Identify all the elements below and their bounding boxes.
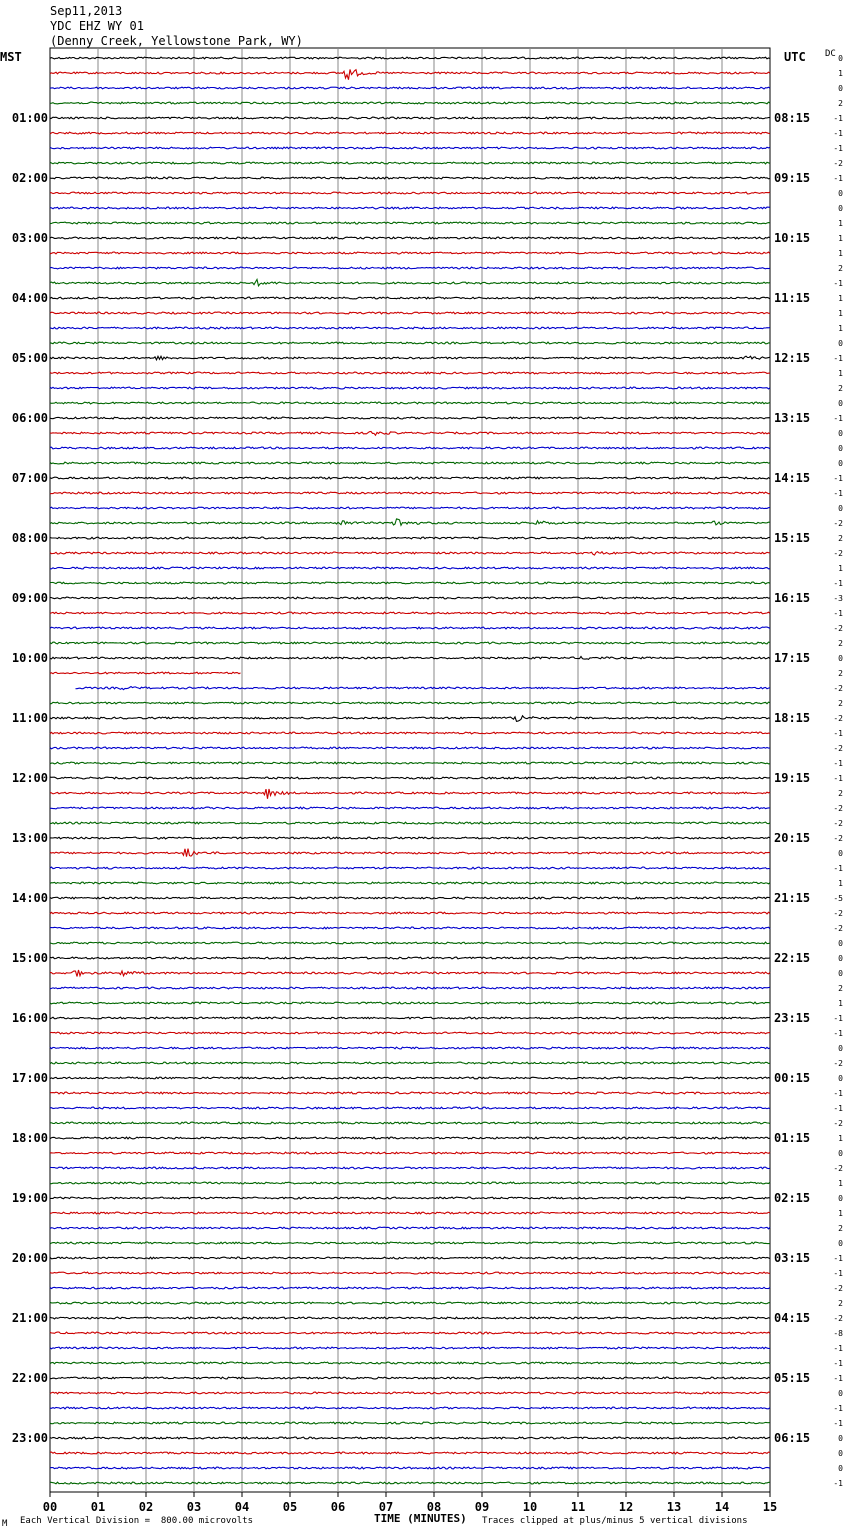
trace-line	[50, 582, 770, 584]
hour-label-left: 05:00	[11, 351, 48, 365]
dc-label: DC	[825, 49, 836, 59]
dc-offset-label: 0	[838, 504, 843, 513]
trace-line	[50, 1452, 770, 1454]
trace-line	[50, 1437, 770, 1439]
dc-offset-label: 0	[838, 1389, 843, 1398]
hour-label-right: 16:15	[774, 591, 811, 605]
dc-offset-label: -1	[833, 1029, 843, 1038]
trace-line	[50, 342, 770, 344]
dc-offset-label: 2	[838, 1224, 843, 1233]
dc-offset-label: -2	[833, 159, 843, 168]
hour-label-right: 14:15	[774, 471, 811, 485]
dc-offset-label: 0	[838, 459, 843, 468]
trace-line	[50, 612, 770, 614]
dc-offset-label: -2	[833, 1284, 843, 1293]
dc-offset-label: 0	[838, 339, 843, 348]
dc-offset-label: -1	[833, 1344, 843, 1353]
dc-offset-label: 0	[838, 1149, 843, 1158]
dc-offset-label: -2	[833, 1164, 843, 1173]
dc-offset-label: 2	[838, 789, 843, 798]
dc-offset-label: -1	[833, 414, 843, 423]
hour-label-right: 06:15	[774, 1431, 811, 1445]
hour-label-right: 00:15	[774, 1071, 811, 1085]
trace-line	[50, 87, 770, 89]
hour-label-right: 23:15	[774, 1011, 811, 1025]
dc-offset-label: 0	[838, 1239, 843, 1248]
hour-label-right: 02:15	[774, 1191, 811, 1205]
hour-label-right: 01:15	[774, 1131, 811, 1145]
dc-offset-label: -2	[833, 714, 843, 723]
trace-line	[50, 822, 770, 824]
trace-line	[50, 1062, 770, 1064]
dc-offset-label: 0	[838, 954, 843, 963]
dc-offset-label: 0	[838, 654, 843, 663]
header-date: Sep11,2013	[50, 4, 123, 18]
dc-offset-label: 1	[838, 324, 843, 333]
x-tick-label: 15	[762, 1500, 778, 1514]
dc-offset-label: 0	[838, 204, 843, 213]
trace-line	[50, 1107, 770, 1109]
dc-offset-label: 2	[838, 99, 843, 108]
dc-offset-label: -1	[833, 474, 843, 483]
hour-label-left: 09:00	[11, 591, 48, 605]
dc-offset-label: 1	[838, 879, 843, 888]
hour-label-left: 22:00	[11, 1371, 48, 1385]
dc-offset-label: 1	[838, 294, 843, 303]
trace-line	[50, 942, 770, 944]
dc-offset-label: 2	[838, 264, 843, 273]
trace-line	[50, 716, 770, 722]
trace-line	[50, 147, 770, 149]
dc-offset-label: -1	[833, 759, 843, 768]
dc-offset-label: 2	[838, 639, 843, 648]
dc-offset-label: 1	[838, 999, 843, 1008]
hour-label-right: 22:15	[774, 951, 811, 965]
trace-line	[50, 912, 770, 914]
x-tick-label: 02	[138, 1500, 154, 1514]
trace-line	[50, 1332, 770, 1334]
dc-offset-label: -2	[833, 624, 843, 633]
x-tick-label: 06	[330, 1500, 346, 1514]
trace-line	[50, 1392, 770, 1394]
dc-offset-label: -1	[833, 354, 843, 363]
hour-label-right: 09:15	[774, 171, 811, 185]
trace-line	[50, 519, 770, 525]
dc-offset-label: -1	[833, 1269, 843, 1278]
trace-line	[50, 252, 770, 254]
x-tick-label: 07	[378, 1500, 394, 1514]
dc-offset-label: 2	[838, 984, 843, 993]
trace-line	[76, 687, 771, 690]
hour-label-left: 13:00	[11, 831, 48, 845]
dc-offset-label: -1	[833, 729, 843, 738]
hour-label-right: 19:15	[774, 771, 811, 785]
dc-offset-label: 1	[838, 564, 843, 573]
trace-line	[50, 1002, 770, 1004]
trace-line	[50, 280, 770, 286]
trace-line	[50, 1467, 770, 1469]
trace-line	[50, 702, 770, 704]
trace-line	[50, 987, 770, 989]
right-timezone-label: UTC	[784, 50, 806, 64]
trace-line	[50, 1167, 770, 1169]
dc-offset-label: 1	[838, 234, 843, 243]
trace-line	[50, 1242, 770, 1244]
hour-label-left: 10:00	[11, 651, 48, 665]
dc-offset-label: 1	[838, 1134, 843, 1143]
x-tick-label: 04	[234, 1500, 250, 1514]
trace-line	[50, 177, 770, 179]
dc-offset-label: -1	[833, 144, 843, 153]
hour-label-right: 05:15	[774, 1371, 811, 1385]
dc-offset-label: 0	[838, 1449, 843, 1458]
trace-line	[50, 372, 770, 374]
dc-offset-label: -2	[833, 804, 843, 813]
trace-line	[50, 447, 770, 449]
trace-line	[50, 117, 770, 119]
dc-offset-label: -1	[833, 609, 843, 618]
hour-label-left: 14:00	[11, 891, 48, 905]
trace-line	[50, 356, 770, 360]
dc-offset-label: -1	[833, 1479, 843, 1488]
header-station: YDC EHZ WY 01	[50, 19, 144, 33]
trace-line	[50, 57, 770, 59]
trace-line	[50, 807, 770, 809]
dc-offset-label: -2	[833, 834, 843, 843]
trace-line	[50, 387, 770, 389]
left-timezone-label: MST	[0, 50, 22, 64]
hour-label-left: 19:00	[11, 1191, 48, 1205]
trace-line	[50, 297, 770, 299]
trace-line	[50, 672, 241, 674]
x-tick-label: 14	[714, 1500, 730, 1514]
dc-offset-label: 2	[838, 1299, 843, 1308]
trace-line	[50, 1272, 770, 1274]
dc-offset-label: 0	[838, 1464, 843, 1473]
dc-offset-label: -1	[833, 1089, 843, 1098]
dc-offset-label: 2	[838, 534, 843, 543]
trace-line	[50, 732, 770, 734]
trace-line	[50, 327, 770, 329]
hour-label-left: 02:00	[11, 171, 48, 185]
trace-line	[50, 1017, 770, 1019]
scale-note: Each Vertical Division = 800.00 microvolts	[20, 1516, 253, 1526]
trace-line	[50, 789, 770, 799]
trace-line	[50, 69, 770, 79]
dc-offset-label: 0	[838, 939, 843, 948]
header-location: (Denny Creek, Yellowstone Park, WY)	[50, 34, 303, 48]
dc-offset-label: 0	[838, 969, 843, 978]
dc-offset-label: -2	[833, 819, 843, 828]
trace-line	[50, 1377, 770, 1379]
dc-offset-label: -2	[833, 684, 843, 693]
trace-line	[50, 402, 770, 404]
dc-offset-label: -1	[833, 1254, 843, 1263]
trace-line	[50, 552, 770, 555]
trace-line	[50, 777, 770, 779]
dc-offset-label: 0	[838, 54, 843, 63]
trace-line	[50, 970, 770, 977]
hour-label-left: 18:00	[11, 1131, 48, 1145]
x-axis-label: TIME (MINUTES)	[374, 1512, 467, 1525]
hour-label-left: 03:00	[11, 231, 48, 245]
trace-line	[50, 957, 770, 959]
dc-offset-label: 0	[838, 1044, 843, 1053]
dc-offset-label: -3	[833, 594, 843, 603]
trace-line	[50, 627, 770, 629]
hour-label-right: 17:15	[774, 651, 811, 665]
x-tick-label: 01	[90, 1500, 106, 1514]
trace-line	[50, 162, 770, 164]
dc-offset-label: -2	[833, 924, 843, 933]
dc-offset-label: -2	[833, 1119, 843, 1128]
trace-line	[50, 1257, 770, 1259]
trace-line	[50, 237, 770, 239]
dc-offset-label: 1	[838, 369, 843, 378]
hour-label-left: 16:00	[11, 1011, 48, 1025]
hour-label-left: 21:00	[11, 1311, 48, 1325]
hour-label-right: 15:15	[774, 531, 811, 545]
dc-offset-label: 0	[838, 189, 843, 198]
dc-offset-label: 0	[838, 849, 843, 858]
hour-label-left: 12:00	[11, 771, 48, 785]
trace-line	[50, 1182, 770, 1184]
trace-line	[50, 1212, 770, 1214]
clip-note: Traces clipped at plus/minus 5 vertical divisions	[482, 1516, 748, 1526]
dc-offset-label: 1	[838, 69, 843, 78]
dc-offset-label: 0	[838, 1434, 843, 1443]
hour-label-left: 08:00	[11, 531, 48, 545]
trace-line	[50, 537, 770, 539]
dc-offset-label: -1	[833, 279, 843, 288]
trace-line	[50, 747, 770, 749]
trace-line	[50, 267, 770, 269]
corner-mark: M	[2, 1519, 8, 1529]
dc-offset-label: -2	[833, 549, 843, 558]
hour-label-left: 11:00	[11, 711, 48, 725]
trace-line	[50, 102, 770, 104]
dc-offset-label: -1	[833, 174, 843, 183]
dc-offset-label: 0	[838, 84, 843, 93]
x-tick-label: 05	[282, 1500, 298, 1514]
dc-offset-label: -1	[833, 1014, 843, 1023]
trace-line	[50, 597, 770, 599]
hour-label-right: 18:15	[774, 711, 811, 725]
dc-offset-label: -2	[833, 519, 843, 528]
hour-label-right: 21:15	[774, 891, 811, 905]
trace-line	[50, 897, 770, 899]
trace-line	[50, 762, 770, 764]
trace-line	[50, 1302, 770, 1304]
hour-label-left: 01:00	[11, 111, 48, 125]
trace-line	[50, 1092, 770, 1094]
x-tick-label: 08	[426, 1500, 442, 1514]
trace-line	[50, 1482, 770, 1484]
trace-line	[50, 432, 770, 436]
dc-offset-label: -1	[833, 1419, 843, 1428]
dc-offset-label: -1	[833, 1374, 843, 1383]
dc-offset-label: -1	[833, 579, 843, 588]
hour-label-right: 03:15	[774, 1251, 811, 1265]
trace-line	[50, 567, 770, 569]
dc-offset-label: 1	[838, 1179, 843, 1188]
hour-label-right: 08:15	[774, 111, 811, 125]
dc-offset-label: -8	[833, 1329, 843, 1338]
dc-offset-label: 0	[838, 1194, 843, 1203]
trace-line	[50, 1227, 770, 1229]
dc-offset-label: 1	[838, 219, 843, 228]
trace-line	[50, 192, 770, 194]
dc-offset-label: 2	[838, 669, 843, 678]
trace-line	[50, 1197, 770, 1199]
dc-offset-label: -1	[833, 129, 843, 138]
trace-line	[50, 882, 770, 884]
hour-label-left: 20:00	[11, 1251, 48, 1265]
hour-label-left: 15:00	[11, 951, 48, 965]
trace-line	[50, 642, 770, 644]
trace-line	[50, 507, 770, 509]
trace-line	[50, 837, 770, 839]
trace-line	[50, 867, 770, 869]
trace-line	[50, 1122, 770, 1124]
dc-offset-label: 0	[838, 399, 843, 408]
trace-line	[50, 132, 770, 134]
trace-line	[50, 1077, 770, 1079]
hour-label-left: 23:00	[11, 1431, 48, 1445]
trace-line	[50, 462, 770, 464]
x-tick-label: 10	[522, 1500, 538, 1514]
trace-line	[50, 1362, 770, 1364]
dc-offset-label: -1	[833, 1359, 843, 1368]
trace-line	[50, 312, 770, 314]
hour-label-right: 13:15	[774, 411, 811, 425]
hour-label-right: 10:15	[774, 231, 811, 245]
trace-line	[50, 1287, 770, 1289]
dc-offset-label: -1	[833, 1404, 843, 1413]
dc-offset-label: 0	[838, 444, 843, 453]
dc-offset-label: -1	[833, 774, 843, 783]
dc-offset-label: 2	[838, 699, 843, 708]
hour-label-right: 20:15	[774, 831, 811, 845]
trace-line	[50, 1032, 770, 1034]
dc-offset-label: 1	[838, 309, 843, 318]
hour-label-left: 04:00	[11, 291, 48, 305]
plot-frame	[50, 48, 770, 1492]
x-tick-label: 13	[666, 1500, 682, 1514]
trace-line	[50, 1047, 770, 1049]
hour-label-right: 04:15	[774, 1311, 811, 1325]
trace-line	[50, 1152, 770, 1154]
trace-line	[50, 477, 770, 479]
trace-line	[50, 1137, 770, 1139]
hour-label-right: 11:15	[774, 291, 811, 305]
dc-offset-label: -1	[833, 489, 843, 498]
dc-offset-label: -1	[833, 114, 843, 123]
dc-offset-label: -2	[833, 744, 843, 753]
hour-label-right: 12:15	[774, 351, 811, 365]
hour-label-left: 07:00	[11, 471, 48, 485]
dc-offset-label: -2	[833, 909, 843, 918]
dc-offset-label: 0	[838, 429, 843, 438]
dc-offset-label: -5	[833, 894, 843, 903]
hour-label-left: 17:00	[11, 1071, 48, 1085]
trace-line	[50, 657, 770, 660]
dc-offset-label: -1	[833, 1104, 843, 1113]
dc-offset-label: 0	[838, 1074, 843, 1083]
trace-line	[50, 849, 770, 857]
dc-offset-label: -2	[833, 1059, 843, 1068]
hour-label-left: 06:00	[11, 411, 48, 425]
trace-line	[50, 222, 770, 224]
x-tick-label: 11	[570, 1500, 586, 1514]
trace-line	[50, 207, 770, 209]
trace-line	[50, 492, 770, 494]
trace-line	[50, 927, 770, 929]
trace-line	[50, 1422, 770, 1424]
dc-offset-label: 1	[838, 1209, 843, 1218]
trace-line	[50, 1347, 770, 1349]
trace-line	[50, 417, 770, 419]
dc-offset-label: -2	[833, 1314, 843, 1323]
dc-offset-label: -1	[833, 864, 843, 873]
x-tick-label: 00	[42, 1500, 58, 1514]
dc-offset-label: 2	[838, 384, 843, 393]
x-tick-label: 12	[618, 1500, 634, 1514]
trace-line	[50, 1317, 770, 1319]
x-tick-label: 09	[474, 1500, 490, 1514]
dc-offset-label: 1	[838, 249, 843, 258]
trace-line	[50, 1407, 770, 1409]
x-tick-label: 03	[186, 1500, 202, 1514]
